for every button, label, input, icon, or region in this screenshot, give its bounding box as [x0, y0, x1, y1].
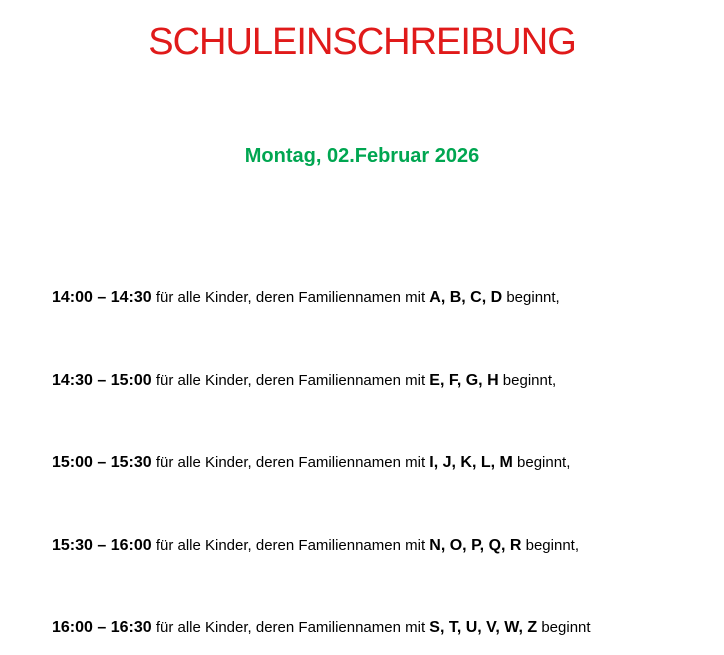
- row-text-suffix: beginnt,: [517, 454, 571, 471]
- schedule-row: [52, 452, 704, 474]
- page-title: SCHULEINSCHREIBUNG: [148, 21, 576, 63]
- row-text-suffix: beginnt,: [502, 372, 557, 389]
- letters-group: S, T, U, V, W, Z: [429, 619, 538, 636]
- schedule-row: [52, 287, 704, 309]
- row-text-prefix: für alle Kinder, deren Familiennamen mit: [155, 454, 426, 471]
- row-text-suffix: beginnt,: [525, 537, 580, 554]
- schedule-row: [52, 370, 704, 392]
- row-text-prefix: für alle Kinder, deren Familiennamen mit: [155, 289, 426, 306]
- letters-group: E, F, G, H: [429, 372, 499, 389]
- time-range: 14:00 – 14:30: [52, 289, 152, 306]
- row-text-prefix: für alle Kinder, deren Familiennamen mit: [155, 372, 426, 389]
- time-range: 14:30 – 15:00: [52, 372, 152, 389]
- schedule-row: [52, 617, 704, 639]
- schedule-row: [52, 535, 704, 557]
- letters-group: N, O, P, Q, R: [429, 537, 522, 554]
- row-text-prefix: für alle Kinder, deren Familiennamen mit: [155, 537, 426, 554]
- letters-group: I, J, K, L, M: [429, 454, 513, 471]
- row-text-prefix: für alle Kinder, deren Familiennamen mit: [155, 619, 426, 636]
- letters-group: A, B, C, D: [429, 289, 503, 306]
- event-date: Montag, 02.Februar 2026: [244, 145, 480, 167]
- row-text-suffix: beginnt: [541, 619, 591, 636]
- time-range: 15:00 – 15:30: [52, 454, 152, 471]
- row-text-suffix: beginnt,: [506, 289, 560, 306]
- time-range: 16:00 – 16:30: [52, 619, 152, 636]
- time-range: 15:30 – 16:00: [52, 537, 152, 554]
